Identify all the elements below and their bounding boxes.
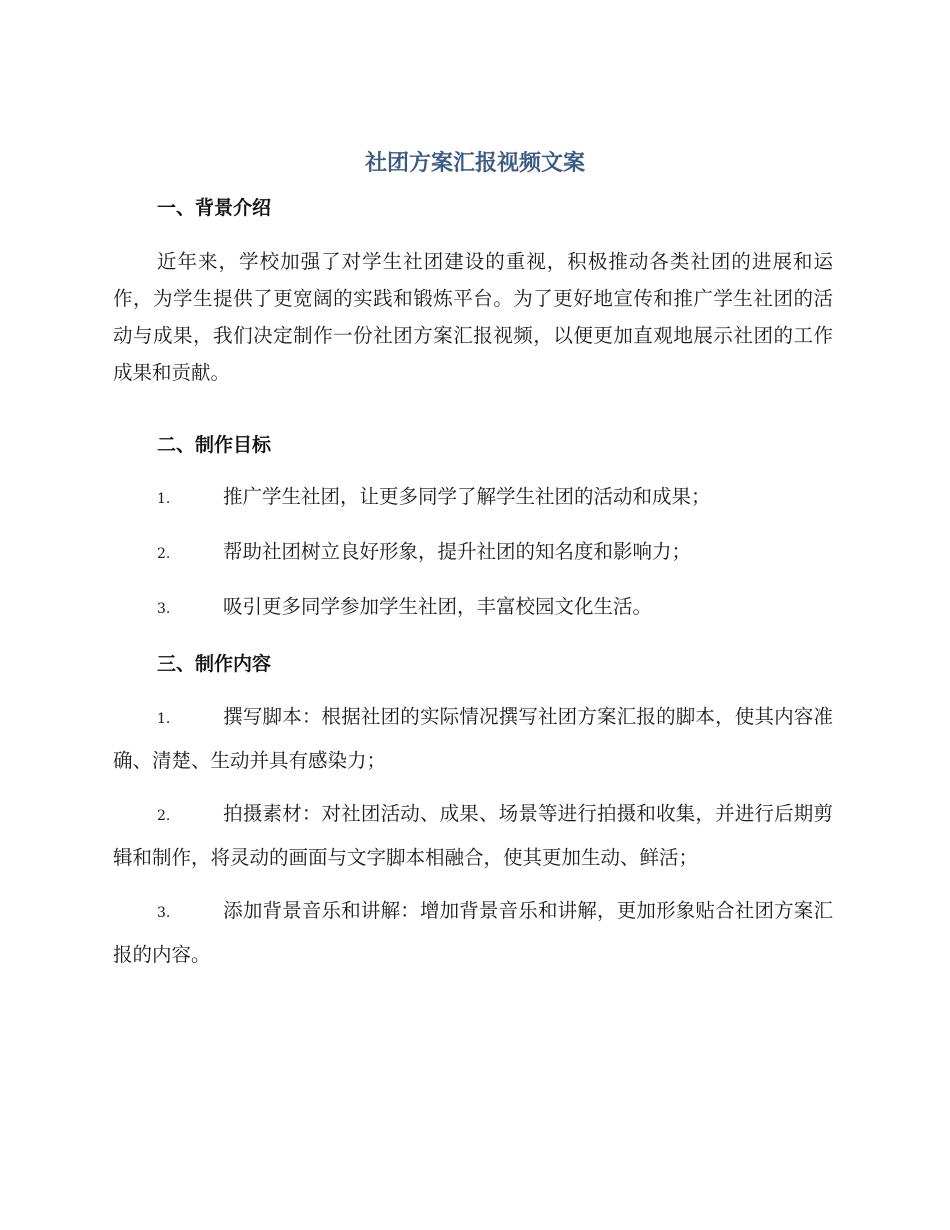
content-item (113, 890, 833, 976)
content-item-text: 拍摄素材：对社团活动、成果、场景等进行拍摄和收集，并进行后期剪辑和制作，将灵动的画面与文字脚本相融合，使其更加生动、鲜活； (113, 802, 833, 869)
goal-item-number: 1. (157, 491, 171, 507)
goal-item-number: 2. (157, 546, 171, 562)
goal-item-text: 吸引更多同学参加学生社团，丰富校园文化生活。 (223, 595, 653, 618)
goal-item (113, 586, 833, 630)
content-item (113, 696, 833, 782)
content-item-text: 撰写脚本：根据社团的实际情况撰写社团方案汇报的脚本，使其内容准确、清楚、生动并具有感染力； (113, 705, 833, 772)
goal-item (113, 476, 833, 520)
goal-item-number: 3. (157, 601, 171, 617)
content-item-text: 添加背景音乐和讲解：增加背景音乐和讲解，更加形象贴合社团方案汇报的内容。 (113, 899, 833, 966)
goal-item (113, 531, 833, 575)
content-item-number: 1. (157, 711, 171, 727)
goal-item-text: 推广学生社团，让更多同学了解学生社团的活动和成果； (223, 485, 711, 508)
section-heading-content: 三、制作内容 (157, 653, 272, 675)
goal-item-text: 帮助社团树立良好形象，提升社团的知名度和影响力； (223, 540, 692, 563)
section-heading-background: 一、背景介绍 (157, 197, 272, 219)
content-item (113, 793, 833, 879)
content-item-number: 2. (157, 808, 171, 824)
background-paragraph: 近年来，学校加强了对学生社团建设的重视，积极推动各类社团的进展和运作，为学生提供了更宽阔的实践和锻炼平台。为了更好地宣传和推广学生社团的活动与成果，我们决定制作一份社团方案汇报视频，以便更加直观地展示社团的工作成果和贡献。 (113, 250, 833, 384)
document-title: 社团方案汇报视频文案 (364, 151, 585, 176)
content-item-number: 3. (157, 905, 171, 921)
section-heading-goals: 二、制作目标 (157, 434, 272, 456)
